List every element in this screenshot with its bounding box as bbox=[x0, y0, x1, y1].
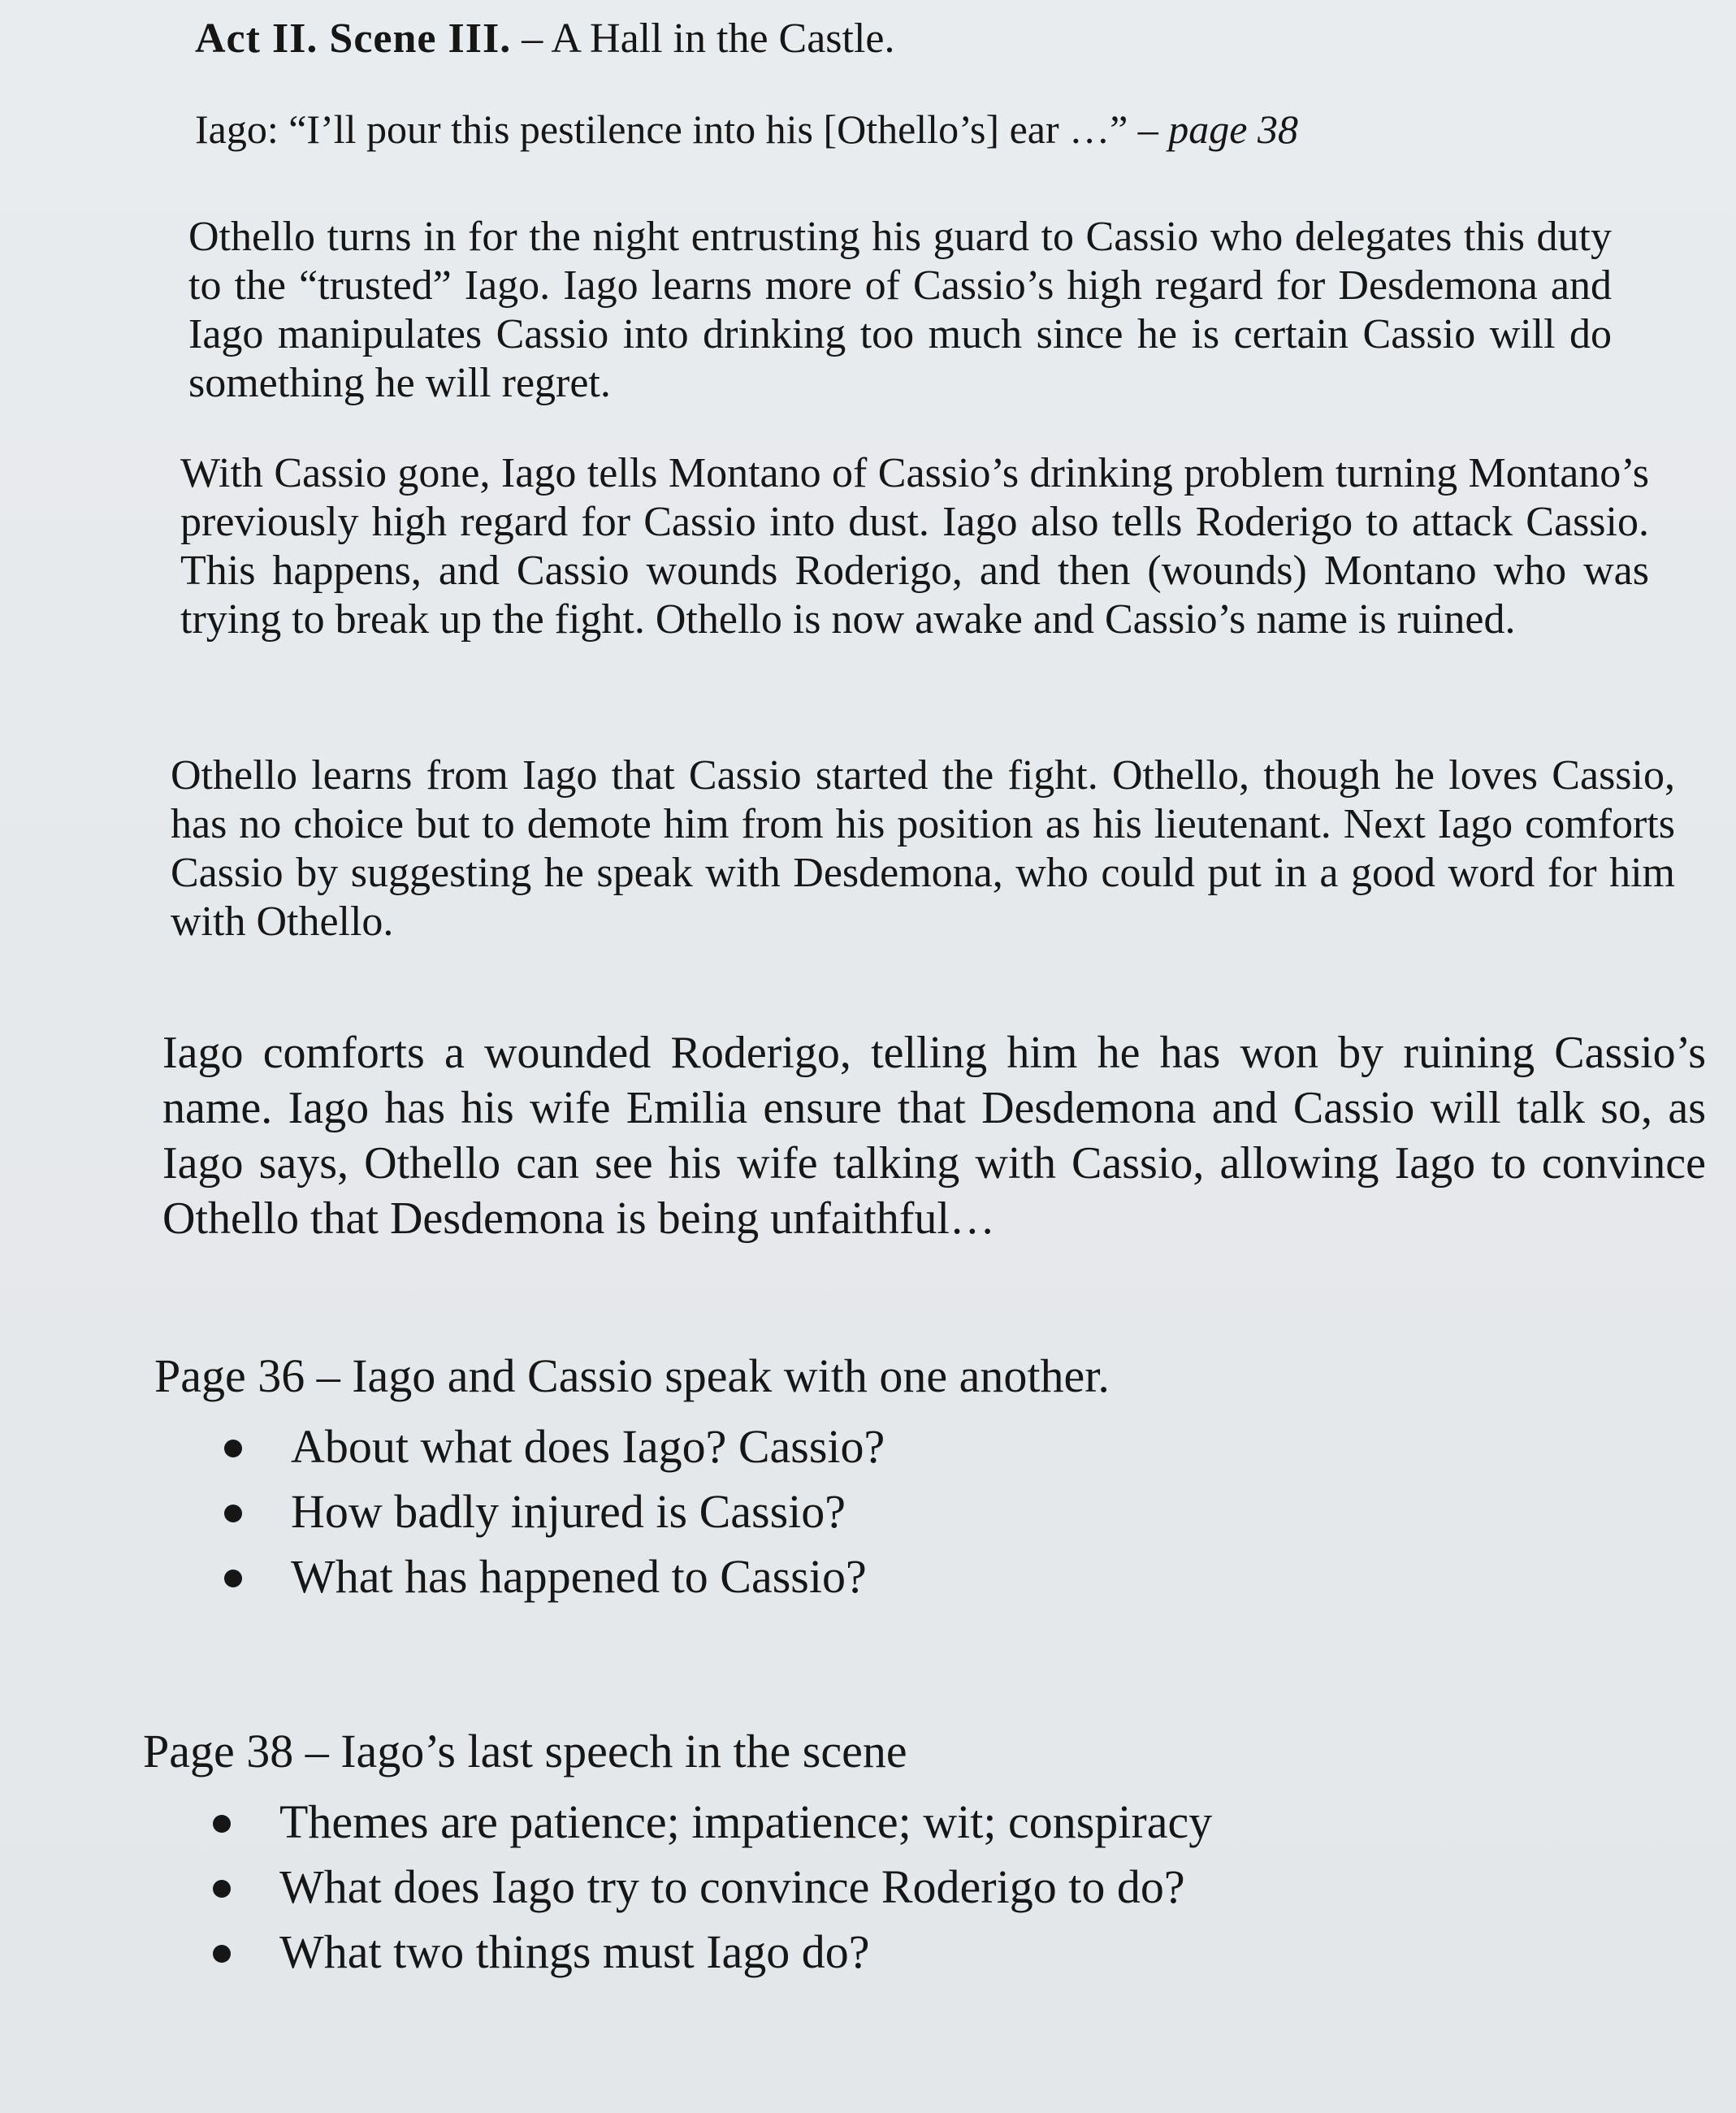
question-item bbox=[154, 1479, 1110, 1544]
iago-quote-text: Iago: “I’ll pour this pestilence into his [Othello’s] ear …” – bbox=[195, 106, 1169, 152]
question-item bbox=[143, 1920, 1212, 1985]
question-text: What has happened to Cassio? bbox=[291, 1550, 867, 1603]
bullet-icon bbox=[213, 1880, 231, 1898]
question-list bbox=[154, 1414, 1110, 1609]
scene-heading-location: – A Hall in the Castle. bbox=[511, 15, 895, 62]
question-text: What does Iago try to convince Roderigo to do? bbox=[279, 1860, 1185, 1913]
question-item bbox=[143, 1855, 1212, 1920]
section-title: Page 36 – Iago and Cassio speak with one another. bbox=[154, 1349, 1110, 1402]
iago-quote bbox=[195, 106, 1298, 153]
question-item bbox=[154, 1414, 1110, 1479]
summary-paragraph-2: With Cassio gone, Iago tells Montano of Cassio’s drinking problem turning Montano’s previously high regard for Cassio into dust. Iago also tells Roderigo to attack Cassio. This happens, and Cassio wounds Roderigo, and then (wounds) Montano who was trying to break up the fight. Othello is now awake and Cassio’s name is ruined. bbox=[180, 450, 1649, 643]
question-text: What two things must Iago do? bbox=[279, 1925, 870, 1978]
question-text: How badly injured is Cassio? bbox=[291, 1485, 846, 1538]
section-title: Page 38 – Iago’s last speech in the scene bbox=[143, 1725, 907, 1777]
question-section-page-36 bbox=[154, 1349, 1110, 1609]
question-text: About what does Iago? Cassio? bbox=[291, 1420, 885, 1473]
question-item bbox=[143, 1790, 1212, 1855]
bullet-icon bbox=[213, 1945, 231, 1963]
summary-paragraph-3: Othello learns from Iago that Cassio started the fight. Othello, though he loves Cassio, has no choice but to demote him from his position as his lieutenant. Next Iago comforts Cassio by suggesting he speak with Desdemona, who could put in a good word for him with Othello. bbox=[171, 752, 1675, 945]
bullet-icon bbox=[213, 1815, 231, 1833]
iago-quote-page-ref: page 38 bbox=[1168, 106, 1298, 152]
question-section-page-38 bbox=[143, 1724, 1212, 1985]
bullet-icon bbox=[224, 1570, 242, 1587]
question-list bbox=[143, 1790, 1212, 1985]
bullet-icon bbox=[224, 1505, 242, 1522]
scene-heading-act: Act II. Scene III. bbox=[195, 15, 512, 62]
bullet-icon bbox=[224, 1440, 242, 1457]
question-text: Themes are patience; impatience; wit; conspiracy bbox=[279, 1795, 1213, 1848]
scene-heading bbox=[195, 15, 895, 63]
question-item bbox=[154, 1544, 1110, 1609]
summary-paragraph-4: Iago comforts a wounded Roderigo, telling him he has won by ruining Cassio’s name. Iago has his wife Emilia ensure that Desdemona and Cassio will talk so, as Iago says, Othello can see his wife talking with Cassio, allowing Iago to convince Othello that Desdemona is being unfaithful… bbox=[162, 1028, 1706, 1244]
summary-paragraph-1: Othello turns in for the night entrusting his guard to Cassio who delegates this duty to the “trusted” Iago. Iago learns more of Cassio’s high regard for Desdemona and Iago manipulates Cassio into drinking too much since he is certain Cassio will do something he will regret. bbox=[188, 214, 1612, 406]
